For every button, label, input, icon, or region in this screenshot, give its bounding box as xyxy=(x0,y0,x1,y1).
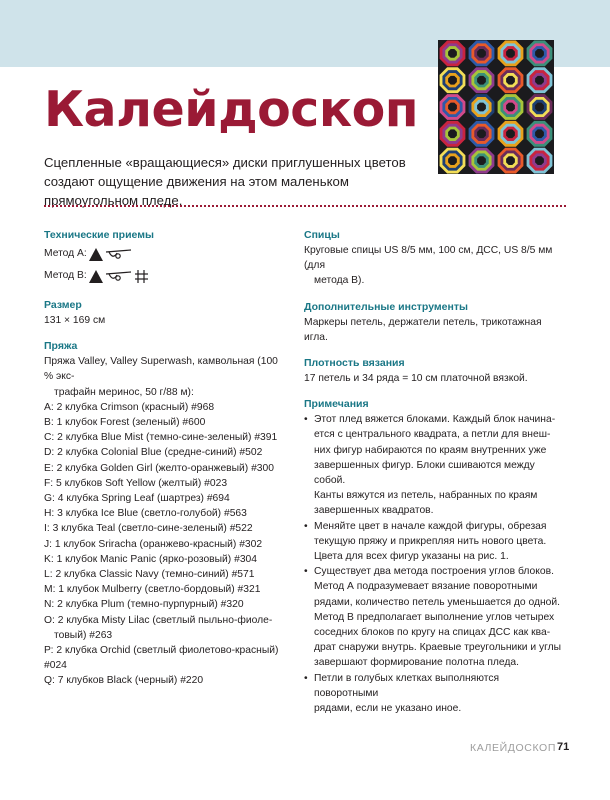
yarn-line: I: 3 клубка Teal (светло-сине-зеленый) #522 xyxy=(44,523,253,535)
triangle-icon xyxy=(89,248,103,261)
yarn-line: K: 1 клубок Manic Panic (ярко-розовый) #304 xyxy=(44,553,258,565)
left-column xyxy=(44,228,284,689)
size-value: 131 × 169 см xyxy=(44,315,106,326)
needle-icon xyxy=(106,250,131,258)
quilt-octagon xyxy=(506,76,515,85)
yarn-line: D: 2 клубка Colonial Blue (средне-синий) #502 xyxy=(44,447,263,459)
yarn-line: Р: 2 клубка Orchid (светлый фиолетово-красный) #024 xyxy=(44,645,279,672)
yarn-line: Н: 3 клубка Ice Blue (светло-голубой) #563 xyxy=(44,508,247,520)
bullet-icon: • xyxy=(304,566,308,578)
quilt-octagon xyxy=(506,156,515,165)
tools-heading: Дополнительные инструменты xyxy=(304,300,468,313)
tools-value: Маркеры петель, держатели петель, трикотажная игла. xyxy=(304,316,542,343)
running-title: КАЛЕЙДОСКОП xyxy=(470,742,556,754)
quilt-octagon xyxy=(506,49,515,58)
method-a-row xyxy=(44,243,284,265)
yarn-line: В: 1 клубок Forest (зеленый) #600 xyxy=(44,417,206,429)
needles-line: Круговые спицы US 8/5 мм, 100 см, ДСС, US 8/5 мм (для xyxy=(304,245,553,272)
note-item: • Меняйте цвет в начале каждой фигуры, обрезая текущую пряжу и прикрепляя нить нового цвета. Цвета для всех фигур указаны на рис. 1. xyxy=(304,520,547,563)
yarn-line: А: 2 клубка Crimson (красный) #968 xyxy=(44,401,215,413)
quilt-octagon xyxy=(535,76,544,85)
yarn-line: Q: 7 клубков Black (черный) #220 xyxy=(44,675,204,687)
needles-heading: Спицы xyxy=(304,229,340,241)
quilt-octagon xyxy=(477,103,486,112)
dotted-divider xyxy=(44,205,566,207)
gauge-heading: Плотность вязания xyxy=(304,357,405,370)
quilt-octagon xyxy=(535,49,544,58)
yarn-line: G: 4 клубка Spring Leaf (шартрез) #694 xyxy=(44,493,230,505)
method-b-icons xyxy=(89,268,151,284)
method-b-row xyxy=(44,265,284,287)
yarn-line: Е: 2 клубка Golden Girl (желто-оранжевый) #300 xyxy=(44,462,274,474)
yarn-line: товый) #263 xyxy=(54,629,113,641)
quilt-octagon xyxy=(506,103,515,112)
quilt-octagon xyxy=(448,76,457,85)
quilt-octagon xyxy=(477,76,486,85)
yarn-line: F: 5 клубков Soft Yellow (желтый) #023 xyxy=(44,477,228,489)
yarn-line: М: 1 клубок Mulberry (светло-бордовый) #321 xyxy=(44,584,261,596)
yarn-list xyxy=(44,354,284,688)
yarn-line: J: 1 клубок Sriracha (оранжево-красный) #302 xyxy=(44,538,263,550)
yarn-line: О: 2 клубка Misty Lilac (светлый пыльно-фиоле- xyxy=(44,614,273,626)
quilt-octagon xyxy=(448,156,457,165)
yarn-line: L: 2 клубка Classic Navy (темно-синий) #571 xyxy=(44,569,255,581)
yarn-line: трафайн меринос, 50 г/88 м): xyxy=(54,386,194,398)
quilt-octagon xyxy=(448,103,457,112)
yarn-line: N: 2 клубка Plum (темно-пурпурный) #320 xyxy=(44,599,244,611)
quilt-octagon xyxy=(535,156,544,165)
quilt-octagon xyxy=(535,129,544,138)
bullet-icon: • xyxy=(304,520,308,532)
gauge-value: 17 петель и 34 ряда = 10 см платочной вязкой. xyxy=(304,373,528,385)
intro-paragraph: Сцепленные «вращающиеся» диски приглушенных цветов создают ощущение движения на этом маленьком прямоугольном пледе. xyxy=(44,155,406,208)
bullet-icon: • xyxy=(304,414,308,426)
bullet-icon: • xyxy=(304,672,308,684)
right-column xyxy=(304,228,566,716)
notes-list xyxy=(304,412,566,716)
yarn-line: Пряжа Valley, Valley Superwash, камвольная (100 % экс- xyxy=(44,356,278,383)
note-item: • Петли в голубых клетках выполняются поворотными рядами, если не указано иное. xyxy=(304,672,500,715)
techniques-heading: Технические приемы xyxy=(44,229,154,241)
page-number: 71 xyxy=(557,741,570,753)
notes-heading: Примечания xyxy=(304,398,369,411)
yarn-heading: Пряжа xyxy=(44,340,78,353)
method-b-label: Метод В: xyxy=(44,270,87,282)
quilt-octagon xyxy=(535,103,544,112)
quilt-octagon xyxy=(477,49,486,58)
note-item: • Существует два метода построения углов блоков. Метод А подразумевает вязание поворотными рядами, количество петель уменьшается до одной. Метод В предполагает выполнение углов четырех соседних блоков по кругу на спицах ДСС как ква- драт снаружи внутрь. Краевые треугольники и углы завершают формирование полотна пледа. xyxy=(304,566,562,669)
method-a-icons xyxy=(89,246,133,262)
page-title: Калейдоскоп xyxy=(44,81,419,138)
needles-line: метода В). xyxy=(314,275,365,287)
size-heading: Размер xyxy=(44,299,82,311)
quilt-octagon xyxy=(448,129,457,138)
grid-hash-icon xyxy=(135,270,148,283)
quilt-octagon xyxy=(448,49,457,58)
triangle-icon xyxy=(89,270,103,283)
quilt-octagon xyxy=(477,129,486,138)
quilt-thumbnail xyxy=(438,40,554,174)
note-item: • Этот плед вяжется блоками. Каждый блок начина- ется с центрального квадрата, а петли для внеш- них фигур набираются по краям внутренних уже завершенных фигур. Блоки сшиваются между собой. Канты вяжутся из петель, набранных по краям завершенных квадратов. xyxy=(304,414,556,517)
method-a-label: Метод А: xyxy=(44,248,87,260)
quilt-octagon xyxy=(506,129,515,138)
needle-icon xyxy=(106,272,131,280)
quilt-octagon xyxy=(477,156,486,165)
yarn-line: С: 2 клубка Blue Mist (темно-сине-зеленый) #391 xyxy=(44,432,278,444)
